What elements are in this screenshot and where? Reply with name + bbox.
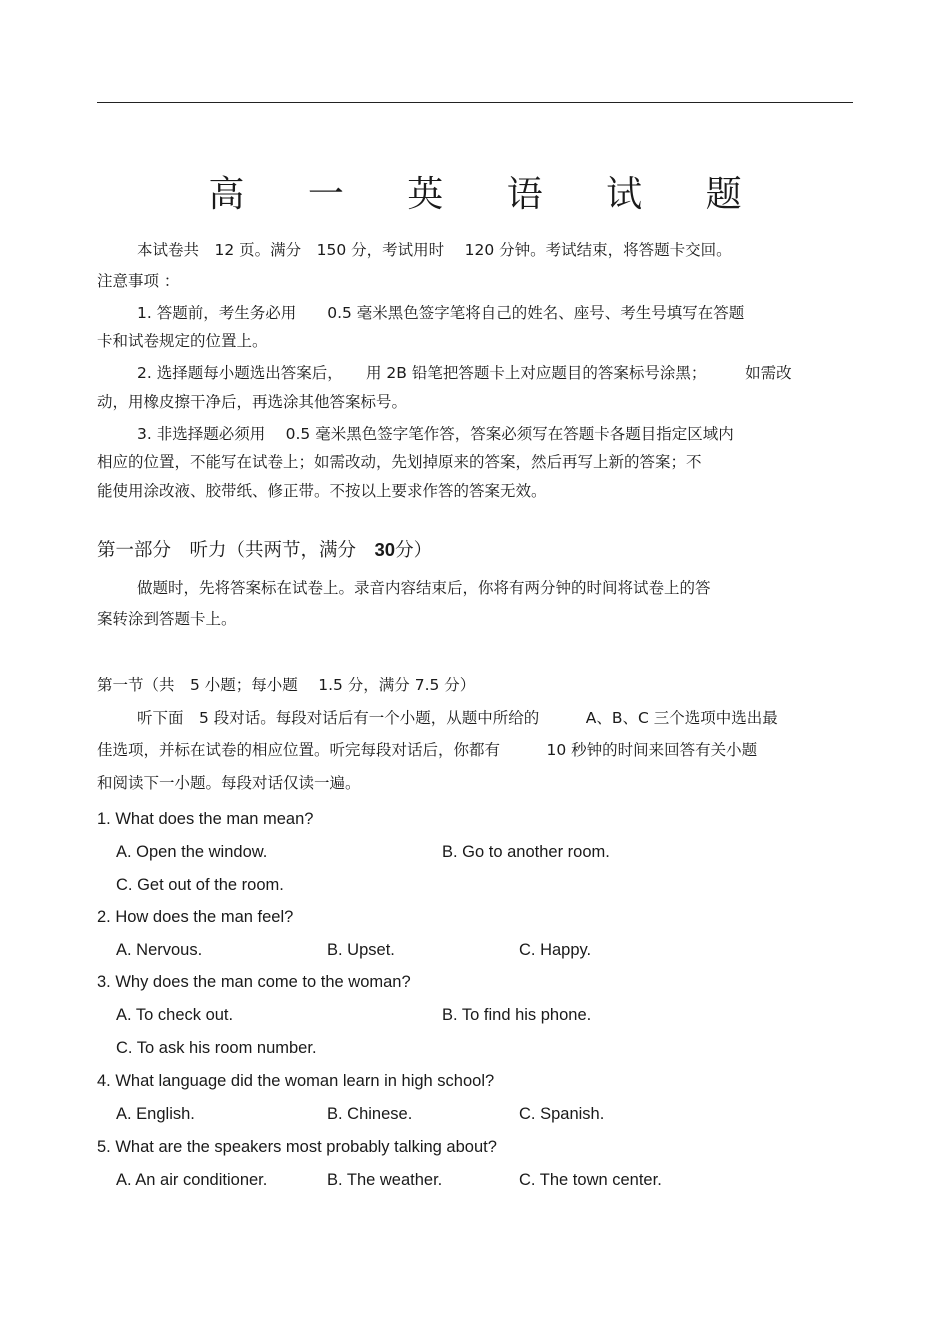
question-2: 2. How does the man feel? xyxy=(97,908,294,926)
question-1: 1. What does the man mean? xyxy=(97,810,314,828)
question-3: 3. Why does the man come to the woman? xyxy=(97,973,411,991)
note-3-line-1: 3. 非选择题必须用 0.5 毫米黑色签字笔作答，答案必须写在答题卡各题目指定区域内 xyxy=(137,425,734,443)
note-2-line-1: 2. 选择题每小题选出答案后， 用 2B 铅笔把答题卡上对应题目的答案标号涂黑； 如需改 xyxy=(137,364,792,382)
note-1-line-2: 卡和试卷规定的位置上。 xyxy=(97,332,268,350)
question-5: 5. What are the speakers most probably talking about? xyxy=(97,1138,497,1156)
q2-option-a: A. Nervous. xyxy=(116,941,203,959)
q3-option-a: A. To check out. xyxy=(116,1006,234,1024)
header-rule xyxy=(97,102,853,103)
question-4: 4. What language did the woman learn in high school? xyxy=(97,1072,495,1090)
q2-option-b: B. Upset. xyxy=(327,941,395,959)
q1-option-b: B. Go to another room. xyxy=(442,843,610,861)
q5-option-c: C. The town center. xyxy=(519,1171,662,1189)
q4-option-b: B. Chinese. xyxy=(327,1105,413,1123)
q1-option-c: C. Get out of the room. xyxy=(116,876,284,894)
part1-heading: 第一部分 听力（共两节，满分 30分） xyxy=(97,539,433,561)
note-3-line-2: 相应的位置，不能写在试卷上；如需改动，先划掉原来的答案，然后再写上新的答案；不 xyxy=(97,453,702,471)
part1-desc-line-1: 做题时，先将答案标在试卷上。录音内容结束后，你将有两分钟的时间将试卷上的答 xyxy=(137,579,711,597)
page-title: 高 一 英 语 试 题 xyxy=(208,174,768,215)
q4-option-a: A. English. xyxy=(116,1105,195,1123)
section1-desc-line-3: 和阅读下一小题。每段对话仅读一遍。 xyxy=(97,774,361,792)
note-1-line-1: 1. 答题前，考生务必用 0.5 毫米黑色签字笔将自己的姓名、座号、考生号填写在答题 xyxy=(137,304,745,322)
part1-desc-line-2: 案转涂到答题卡上。 xyxy=(97,610,237,628)
section1-heading: 第一节（共 5 小题；每小题 1.5 分，满分 7.5 分） xyxy=(97,676,476,694)
q4-option-c: C. Spanish. xyxy=(519,1105,605,1123)
q5-option-a: A. An air conditioner. xyxy=(116,1171,268,1189)
q1-option-a: A. Open the window. xyxy=(116,843,268,861)
q3-option-c: C. To ask his room number. xyxy=(116,1039,317,1057)
notes-heading: 注意事项 ： xyxy=(97,272,180,290)
exam-intro: 本试卷共 12 页。满分 150 分，考试用时 120 分钟。考试结束，将答题卡交回。 xyxy=(137,241,732,259)
q5-option-b: B. The weather. xyxy=(327,1171,443,1189)
q3-option-b: B. To find his phone. xyxy=(442,1006,592,1024)
q2-option-c: C. Happy. xyxy=(519,941,592,959)
note-3-line-3: 能使用涂改液、胶带纸、修正带。不按以上要求作答的答案无效。 xyxy=(97,482,547,500)
section1-desc-line-2: 佳选项，并标在试卷的相应位置。听完每段对话后，你都有 10 秒钟的时间来回答有关小题 xyxy=(97,741,758,759)
note-2-line-2: 动，用橡皮擦干净后，再选涂其他答案标号。 xyxy=(97,393,408,411)
section1-desc-line-1: 听下面 5 段对话。每段对话后有一个小题，从题中所给的 A、B、C 三个选项中选出最 xyxy=(137,709,778,727)
